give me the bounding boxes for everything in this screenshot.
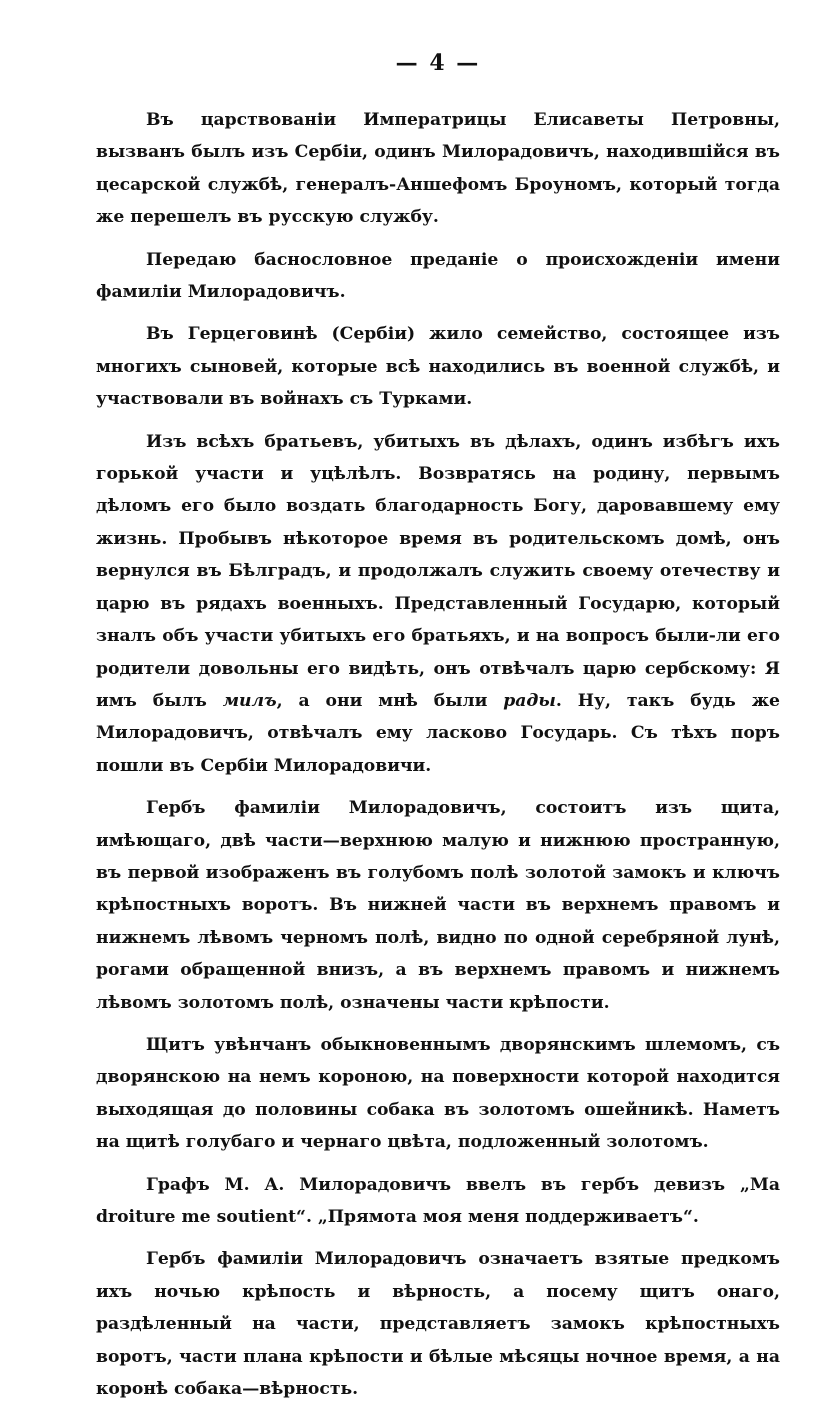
paragraph-6: Щитъ увѣнчанъ обыкновеннымъ дворянскимъ шлемомъ, съ дворянскою на немъ короною, на поверхности которой находится выходящая до половины собака въ золотомъ ошейникѣ. Наметъ на щитѣ голубаго и чернаго цвѣта, подложенный золотомъ. xyxy=(96,1034,780,1153)
paragraph-2: Передаю баснословное преданіе о происхожденіи имени фамиліи Милорадовичъ. xyxy=(96,249,780,303)
paragraph-8: Гербъ фамиліи Милорадовичъ означаетъ взятые предкомъ ихъ ночью крѣпость и вѣрность, а посему щитъ онаго, раздѣленный на части, представляетъ замокъ крѣпостныхъ воротъ, части плана крѣпости и бѣлые мѣсяцы ночное время, а на коронѣ собака—вѣрность. xyxy=(96,1249,780,1400)
paragraph-4-part-3: . Ну, такъ будь же Милорадовичъ, отвѣчалъ ему ласково Государь. Съ тѣхъ поръ пошли въ Сербіи Милорадовичи. xyxy=(96,690,780,776)
paragraph-1: Въ царствованіи Императрицы Елисаветы Петровны, вызванъ былъ изъ Сербіи, одинъ Милорадовичъ, находившійся въ цесарской службѣ, генералъ-Аншефомъ Броуномъ, который тогда же перешелъ въ русскую службу. xyxy=(96,110,780,228)
paragraph-7: Графъ М. А. Милорадовичъ ввелъ въ гербъ девизъ „Ma droiture me soutient“. „Прямота моя меня поддерживаетъ“. xyxy=(96,1174,780,1227)
paragraph-5: Гербъ фамиліи Милорадовичъ, состоитъ изъ щита, имѣющаго, двѣ части—верхнюю малую и нижнюю пространную, въ первой изображенъ въ голубомъ полѣ золотой замокъ и ключъ крѣпостныхъ воротъ. Въ нижней части въ верхнемъ правомъ и нижнемъ лѣвомъ черномъ полѣ, видно по одной серебряной лунѣ, рогами обращенной внизъ, а въ верхнемъ правомъ и нижнемъ лѣвомъ золотомъ полѣ, означены части крѣпости. xyxy=(96,798,780,1013)
paragraph-4-part-2: , а они мнѣ были xyxy=(276,690,504,711)
text-block xyxy=(96,104,780,1405)
paragraph-3: Въ Герцеговинѣ (Сербіи) жило семейство, состоящее изъ многихъ сыновей, которые всѣ находились въ военной службѣ, и участвовали въ войнахъ съ Турками. xyxy=(96,324,780,410)
paragraph-4-part-1: Изъ всѣхъ братьевъ, убитыхъ въ дѣлахъ, одинъ избѣгъ ихъ горькой участи и уцѣлѣлъ. Возвратясь на родину, первымъ дѣломъ его было воздать благодарность Богу, даровавшему ему жизнь. Пробывъ нѣкоторое время въ родительскомъ домѣ, онъ вернулся въ Бѣлградъ, и продолжалъ служить своему отечеству и царю въ рядахъ военныхъ. Представленный Государю, который зналъ объ участи убитыхъ его братьяхъ, и на вопросъ были-ли его родители довольны его видѣть, онъ отвѣчалъ царю сербскому: Я имъ былъ xyxy=(96,431,780,711)
paragraph-4-emphasis-1: милъ xyxy=(222,690,277,711)
page-number: — 4 — xyxy=(395,50,481,76)
paragraph-4 xyxy=(96,426,780,782)
paragraph-4-emphasis-2: рады xyxy=(503,690,556,711)
